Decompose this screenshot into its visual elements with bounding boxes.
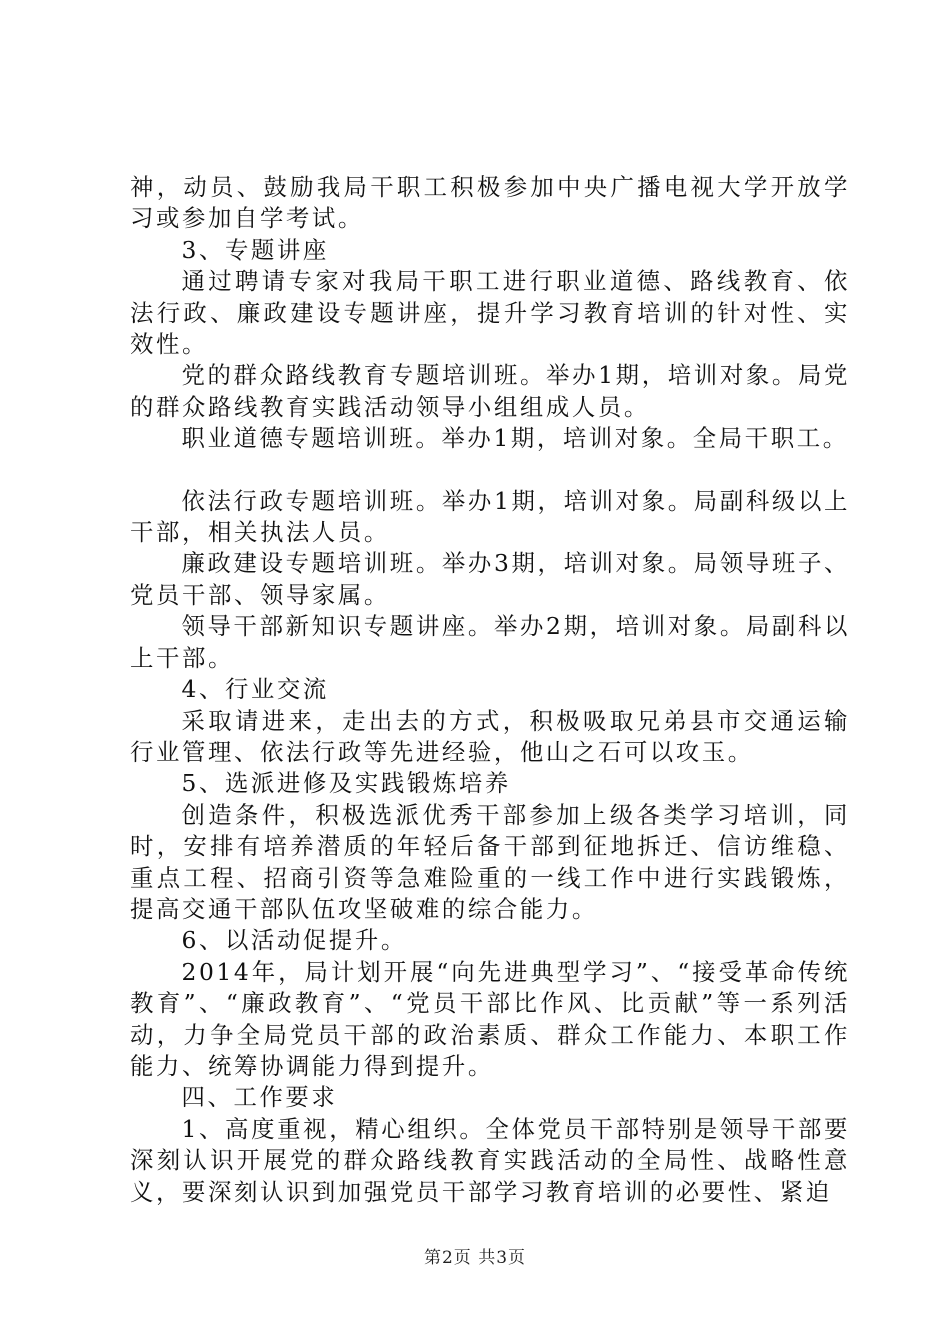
paragraph-integrity-class: 廉政建设专题培训班。举办3期，培训对象。局领导班子、党员干部、领导家属。: [130, 549, 850, 609]
section-heading-activities: 6、以活动促提升。: [181, 926, 407, 955]
paragraph-lectures: 通过聘请专家对我局干职工进行职业道德、路线教育、依法行政、廉政建设专题讲座，提升学习教育培训的针对性、实效性。: [130, 267, 850, 359]
paragraph-continued: 神，动员、鼓励我局干职工积极参加中央广播电视大学开放学习或参加自学考试。: [130, 173, 850, 233]
section-heading-requirements: 四、工作要求: [181, 1083, 338, 1112]
paragraph-law-class: 依法行政专题培训班。举办1期，培训对象。局副科级以上干部，相关执法人员。: [130, 486, 850, 547]
section-heading-exchange: 4、行业交流: [181, 675, 329, 704]
paragraph-mass-line-class: 党的群众路线教育专题培训班。举办1期，培训对象。局党的群众路线教育实践活动领导小组组成人员。: [130, 361, 850, 421]
paragraph-new-knowledge-lecture: 领导干部新知识专题讲座。举办2期，培训对象。局副科以上干部。: [130, 612, 850, 672]
paragraph-ethics-class: 职业道德专题培训班。举办1期，培训对象。全局干职工。: [181, 424, 849, 453]
paragraph-activities: 2014年，局计划开展“向先进典型学习”、“接受革命传统教育”、“廉政教育”、“党员干部比作风、比贡献”等一系列活动，力争全局党员干部的政治素质、群众工作能力、本职工作能力、统筹协调能力得到提升。: [130, 957, 850, 1080]
document-body: [130, 172, 850, 1208]
paragraph-training: 创造条件，积极选派优秀干部参加上级各类学习培训，同时，安排有培养潜质的年轻后备干部到征地拆迁、信访维稳、重点工程、招商引资等急难险重的一线工作中进行实践锻炼，提高交通干部队伍攻坚破难的综合能力。: [130, 800, 850, 923]
section-heading-training: 5、选派进修及实践锻炼培养: [181, 769, 511, 798]
page-footer: 第2页 共3页: [423, 1248, 527, 1268]
paragraph-requirements: 1、高度重视，精心组织。全体党员干部特别是领导干部要深刻认识开展党的群众路线教育实践活动的全局性、战略性意义，要深刻认识到加强党员干部学习教育培训的必要性、紧迫: [130, 1114, 850, 1206]
section-heading-lectures: 3、专题讲座: [181, 235, 329, 264]
paragraph-exchange: 采取请进来，走出去的方式，积极吸取兄弟县市交通运输行业管理、依法行政等先进经验，他山之石可以攻玉。: [130, 706, 850, 766]
